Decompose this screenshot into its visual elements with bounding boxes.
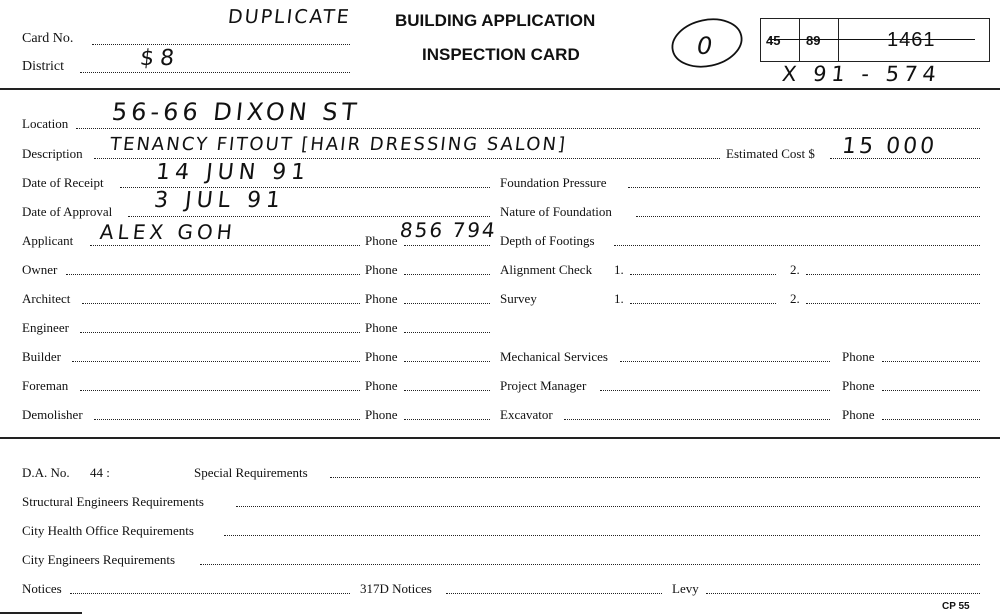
- applicant-phone-value: 856 794: [398, 218, 498, 242]
- date-of-approval-label: Date of Approval: [22, 204, 113, 219]
- architect-label: Architect: [22, 291, 71, 306]
- alignment-check-1-line: [630, 274, 776, 275]
- special-requirements-label: Special Requirements: [194, 465, 308, 480]
- project-manager-label: Project Manager: [500, 378, 587, 393]
- location-label: Location: [22, 116, 69, 131]
- footer-code: CP 55: [942, 601, 970, 612]
- circle-mark-text: 0: [697, 32, 713, 60]
- project-manager-line: [600, 390, 830, 391]
- da-no-value: 44 :: [90, 465, 110, 480]
- foreman-phone-label: Phone: [365, 378, 398, 393]
- notices-317d-label: 317D Notices: [360, 581, 432, 596]
- applicant-phone-label: Phone: [365, 233, 398, 248]
- mechanical-services-label: Mechanical Services: [500, 349, 608, 364]
- ref-box-cell-1: [761, 19, 800, 61]
- excavator-phone-line: [882, 419, 980, 420]
- special-requirements-line: [330, 477, 980, 478]
- form-title-line2: INSPECTION CARD: [422, 45, 580, 64]
- date-of-approval-value: 3 JUL 91: [152, 188, 287, 213]
- project-manager-phone-line: [882, 390, 980, 391]
- reference-number-box: [760, 18, 990, 62]
- nature-of-foundation-line: [636, 216, 980, 217]
- engineer-label: Engineer: [22, 320, 69, 335]
- description-value: TENANCY FITOUT [HAIR DRESSING SALON]: [108, 134, 569, 155]
- duplicate-stamp: DUPLICATE: [226, 6, 352, 28]
- builder-phone-label: Phone: [365, 349, 398, 364]
- ref-box-value-1: 45: [766, 33, 781, 48]
- excavator-label: Excavator: [500, 407, 553, 422]
- owner-phone-label: Phone: [365, 262, 398, 277]
- form-title-line1: BUILDING APPLICATION: [395, 11, 596, 30]
- mechanical-services-phone-line: [882, 361, 980, 362]
- applicant-label: Applicant: [22, 233, 74, 248]
- builder-line: [72, 361, 360, 362]
- city-health-label: City Health Office Requirements: [22, 523, 194, 538]
- applicant-line: [90, 245, 360, 246]
- demolisher-line: [94, 419, 360, 420]
- owner-phone-line: [404, 274, 490, 275]
- structural-engineers-label: Structural Engineers Requirements: [22, 494, 204, 509]
- location-line: [76, 128, 980, 129]
- notices-line: [70, 593, 350, 594]
- survey-label: Survey: [500, 291, 537, 306]
- mechanical-services-line: [620, 361, 830, 362]
- location-value: 56-66 DIXON ST: [110, 98, 362, 126]
- description-line: [94, 158, 720, 159]
- excavator-line: [564, 419, 830, 420]
- city-engineers-label: City Engineers Requirements: [22, 552, 176, 567]
- ref-handwritten: X 91 - 574: [780, 62, 943, 86]
- ref-box-value-2: 89: [806, 33, 821, 48]
- applicant-phone-line: [404, 245, 490, 246]
- builder-label: Builder: [22, 349, 61, 364]
- description-label: Description: [22, 146, 83, 161]
- mechanical-services-phone-label: Phone: [842, 349, 875, 364]
- survey-2-label: 2.: [790, 291, 800, 306]
- city-health-line: [224, 535, 980, 536]
- engineer-phone-line: [404, 332, 490, 333]
- alignment-check-label: Alignment Check: [500, 262, 593, 277]
- alignment-check-2-label: 2.: [790, 262, 800, 277]
- survey-1-line: [630, 303, 776, 304]
- owner-line: [66, 274, 360, 275]
- da-no-label: D.A. No.: [22, 465, 70, 480]
- foundation-pressure-line: [628, 187, 980, 188]
- ref-box-value-3: 1461: [887, 29, 936, 51]
- demolisher-phone-line: [404, 419, 490, 420]
- district-label: District: [22, 59, 64, 74]
- foreman-line: [80, 390, 360, 391]
- architect-line: [82, 303, 360, 304]
- ref-box-cell-2: [800, 19, 839, 61]
- levy-line: [706, 593, 980, 594]
- circled-zero-mark: [668, 14, 746, 72]
- date-of-approval-line: [128, 216, 490, 217]
- notices-317d-line: [446, 593, 662, 594]
- city-engineers-line: [200, 564, 980, 565]
- demolisher-label: Demolisher: [22, 407, 83, 422]
- ref-strike-line: [769, 39, 975, 40]
- engineer-phone-label: Phone: [365, 320, 398, 335]
- depth-of-footings-line: [614, 245, 980, 246]
- architect-phone-line: [404, 303, 490, 304]
- date-of-receipt-label: Date of Receipt: [22, 175, 104, 190]
- card-no-label: Card No.: [22, 31, 74, 46]
- structural-engineers-line: [236, 506, 980, 507]
- nature-of-foundation-label: Nature of Foundation: [500, 204, 612, 219]
- date-of-receipt-value: 14 JUN 91: [154, 160, 312, 185]
- builder-phone-line: [404, 361, 490, 362]
- survey-1-label: 1.: [614, 291, 624, 306]
- applicant-value: ALEX GOH: [98, 220, 238, 244]
- estimated-cost-label: Estimated Cost $: [726, 146, 815, 161]
- notices-label: Notices: [22, 581, 62, 596]
- excavator-phone-label: Phone: [842, 407, 875, 422]
- middle-divider: [0, 437, 1000, 439]
- levy-label: Levy: [672, 581, 699, 596]
- estimated-cost-value: 15 000: [840, 134, 939, 159]
- project-manager-phone-label: Phone: [842, 378, 875, 393]
- engineer-line: [80, 332, 360, 333]
- demolisher-phone-label: Phone: [365, 407, 398, 422]
- foreman-phone-line: [404, 390, 490, 391]
- survey-2-line: [806, 303, 980, 304]
- depth-of-footings-label: Depth of Footings: [500, 233, 595, 248]
- owner-label: Owner: [22, 262, 58, 277]
- footer-edge-mark: [0, 612, 82, 614]
- header-divider: [0, 88, 1000, 90]
- foreman-label: Foreman: [22, 378, 69, 393]
- card-no-line: [92, 44, 350, 45]
- district-value: $8: [138, 46, 182, 71]
- district-line: [80, 72, 350, 73]
- architect-phone-label: Phone: [365, 291, 398, 306]
- alignment-check-1-label: 1.: [614, 262, 624, 277]
- alignment-check-2-line: [806, 274, 980, 275]
- foundation-pressure-label: Foundation Pressure: [500, 175, 607, 190]
